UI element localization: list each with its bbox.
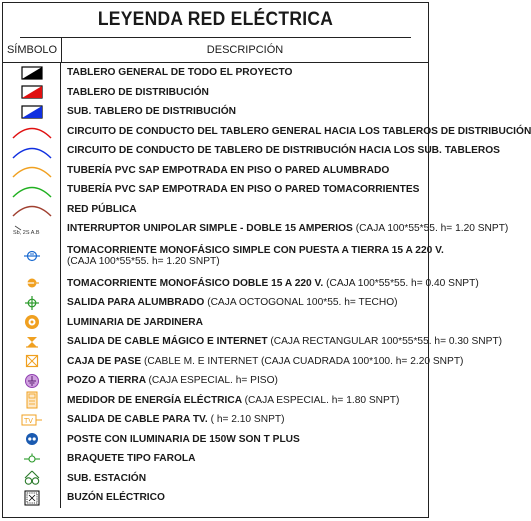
legend-row-lighting-pipe xyxy=(3,161,428,181)
meter-icon xyxy=(26,391,38,409)
legend-item-text: TUBERÍA PVC SAP EMPOTRADA EN PISO O PARED TOMACORRIENTES xyxy=(67,184,420,196)
legend-table xyxy=(2,2,531,518)
switch-icon-label: Sb, 2S A.B xyxy=(12,229,40,236)
legend-item-text: TOMACORRIENTE MONOFÁSICO SIMPLE CON PUESTA A TIERRA 15 A 220 V. xyxy=(67,245,444,256)
orange-arc-icon xyxy=(10,162,54,178)
legend-item-note: (CAJA ESPECIAL. h= PISO) xyxy=(148,375,278,387)
ground-outlet-icon xyxy=(23,250,41,262)
legend-row-farola-bracket xyxy=(3,449,428,469)
legend-item-text: CAJA DE PASE xyxy=(67,355,142,367)
legend-item-text: CIRCUITO DE CONDUCTO DEL TABLERO GENERAL HACIA LOS TABLEROS DE DISTRIBUCIÓN xyxy=(67,125,531,137)
legend-item-text: SALIDA DE CABLE MÁGICO E INTERNET xyxy=(67,336,268,348)
legend-item-note: (CAJA OCTOGONAL 100*55. h= TECHO) xyxy=(207,297,398,309)
legend-row-distribution-panel xyxy=(3,83,428,103)
legend-row-sub-panel xyxy=(3,102,428,122)
red-arc-icon xyxy=(10,123,54,139)
garden-light-icon xyxy=(23,313,41,331)
legend-row-garden-light xyxy=(3,313,428,333)
legend-row-tv-outlet xyxy=(3,410,428,430)
legend-item-text: RED PÚBLICA xyxy=(67,203,137,215)
legend-row-junction-box xyxy=(3,352,464,372)
legend-item-note: (CABLE M. E INTERNET (CAJA CUADRADA 100*100. h= 2.20 SNPT) xyxy=(144,355,464,367)
legend-item-note: (CAJA RECTANGULAR 100*55*55. h= 0.30 SNPT) xyxy=(270,336,503,348)
legend-item-text: TUBERÍA PVC SAP EMPOTRADA EN PISO O PARED ALUMBRADO xyxy=(67,164,390,176)
tv-outlet-icon xyxy=(21,414,43,426)
legend-row-public-network xyxy=(3,200,428,220)
red-panel-icon xyxy=(21,85,43,99)
light-outlet-icon xyxy=(24,295,40,311)
legend-item-text: SUB. ESTACIÓN xyxy=(67,472,147,484)
legend-item-note: ( h= 2.10 SNPT) xyxy=(210,414,285,426)
legend-item-text: SUB. TABLERO DE DISTRIBUCIÓN xyxy=(67,106,237,118)
tv-icon-label: TV xyxy=(23,417,33,425)
green-arc-icon xyxy=(10,182,54,198)
legend-title: LEYENDA RED ELÉCTRICA xyxy=(20,3,411,38)
legend-item-text: SALIDA DE CABLE PARA TV. xyxy=(67,414,208,426)
legend-item-text: TOMACORRIENTE MONOFÁSICO DOBLE 15 A 220 V. xyxy=(67,277,324,289)
legend-item-note: (CAJA 100*55*55. h= 0.40 SNPT) xyxy=(326,277,479,289)
legend-row-substation xyxy=(3,469,428,489)
legend-item-note: (CAJA 100*55*55. h= 1.20 SNPT) xyxy=(67,256,220,267)
legend-item-text: POZO A TIERRA xyxy=(67,375,146,387)
table-header xyxy=(3,38,428,63)
description-header: DESCRIPCIÓN xyxy=(206,44,284,56)
legend-row-cable-internet xyxy=(3,332,503,352)
legend-item-text: SALIDA PARA ALUMBRADO xyxy=(67,297,205,309)
legend-item-text: BUZÓN ELÉCTRICO xyxy=(67,492,165,504)
legend-row-ground-well xyxy=(3,371,428,391)
electric-mailbox-icon xyxy=(24,490,40,506)
legend-item-note: (CAJA 100*55*55. h= 1.20 SNPT) xyxy=(355,223,509,235)
legend-item-text: INTERRUPTOR UNIPOLAR SIMPLE - DOBLE 15 AMPERIOS xyxy=(67,223,353,235)
legend-item-text: TABLERO DE DISTRIBUCIÓN xyxy=(67,86,209,98)
symbol-cell xyxy=(3,63,61,83)
legend-row-outlet-pipe xyxy=(3,180,428,200)
brown-arc-icon xyxy=(10,201,54,217)
legend-row-blue-circuit xyxy=(3,141,500,161)
legend-row-ground-outlet xyxy=(3,239,444,274)
legend-row-red-circuit xyxy=(3,122,531,142)
legend-item-text: CIRCUITO DE CONDUCTO DE TABLERO DE DISTRIBUCIÓN HACIA LOS SUB. TABLEROS xyxy=(67,145,500,157)
pole-light-icon xyxy=(25,432,39,446)
legend-item-note: (CAJA ESPECIAL. h= 1.80 SNPT) xyxy=(244,394,400,406)
substation-icon xyxy=(23,470,41,486)
legend-row-electric-mailbox xyxy=(3,488,428,508)
blue-arc-icon xyxy=(10,143,54,159)
legend-item-text: TABLERO GENERAL DE TODO EL PROYECTO xyxy=(67,67,293,79)
legend-item-text: POSTE CON ILUMINARIA DE 150W SON T PLUS xyxy=(67,433,300,445)
legend-item-text: LUMINARIA DE JARDINERA xyxy=(67,316,204,328)
legend-row-general-panel xyxy=(3,63,428,83)
double-outlet-icon xyxy=(24,277,40,289)
ground-well-icon xyxy=(24,373,40,389)
black-panel-icon xyxy=(21,66,43,80)
legend-rows xyxy=(3,63,531,517)
legend-row-light-outlet xyxy=(3,293,428,313)
legend-row-energy-meter xyxy=(3,391,428,411)
legend-row-double-outlet xyxy=(3,274,479,294)
legend-row-pole-light xyxy=(3,430,428,450)
switch-icon xyxy=(9,221,55,237)
farola-bracket-icon xyxy=(23,453,41,465)
blue-panel-icon xyxy=(21,105,43,119)
legend-item-text: MEDIDOR DE ENERGÍA ELÉCTRICA xyxy=(67,394,242,406)
legend-item-text: BRAQUETE TIPO FAROLA xyxy=(67,453,196,465)
cable-tv-internet-icon xyxy=(25,336,39,348)
legend-row-switch xyxy=(3,219,509,239)
junction-box-icon xyxy=(25,354,39,368)
symbol-header: SÍMBOLO xyxy=(3,38,62,62)
